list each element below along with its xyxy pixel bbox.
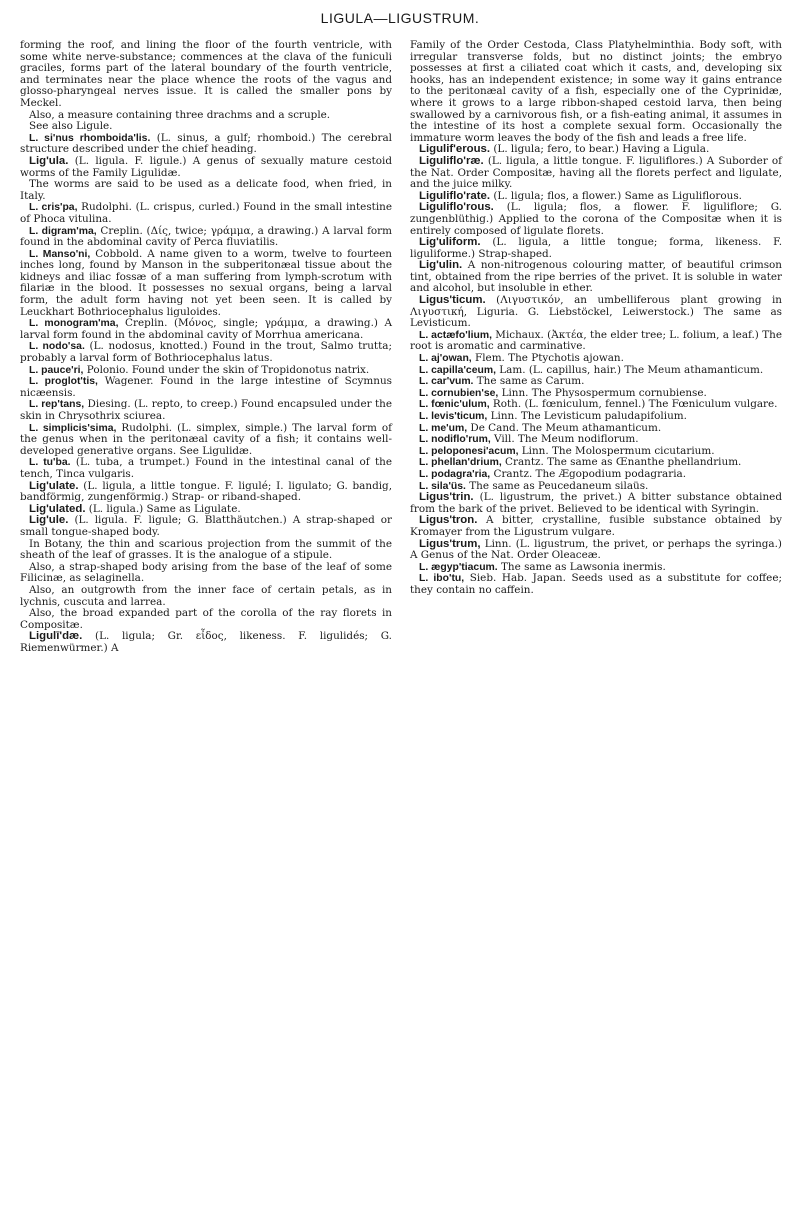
headword: L. fœnic'ulum, [419,399,490,411]
headword: L. capilla'ceum, [419,364,496,376]
entry-text: Diesing. (L. repto, to creep.) Found encapsuled under the skin in Chrysothrix sciurea. [20,398,392,422]
entry-text: Linn. (L. ligustrum, the privet, or perhaps the syringa.) A Genus of the Nat. Order Oleaceæ. [410,537,782,562]
headword: Lig'ulated. [29,502,86,515]
entry [20,341,392,364]
entry-text: De Cand. The Meum athamanticum. [467,421,662,434]
entry-text: Wagener. Found in the large intestine of Scymnus nicæensis. [20,375,392,399]
headword: L. aj'owan, [419,353,472,365]
entry [20,40,392,110]
entry-text: Rudolphi. (L. simplex, simple.) The larval form of the genus when in the peritonæal cavity of a fish; it contains well-developed generative organs. See Ligulidæ. [20,421,392,457]
entry-text: Rudolphi. (L. crispus, curled.) Found in the small intestine of Phoca vitulina. [20,201,392,225]
headword: Lig'ulin. [419,259,463,272]
entry [20,608,392,631]
entry-text: Crantz. The same as Œnanthe phellandrium. [501,456,742,469]
entry [20,399,392,422]
entry-text: (L. ligula.) Same as Ligulate. [85,502,241,515]
headword: Liguliflo'rate. [419,189,491,202]
entry [20,179,392,202]
entry [410,260,782,295]
headword: L. simplicis'sima, [29,422,117,434]
headword: Ligus'trin. [419,491,474,504]
headword: Ligus'tron. [419,514,478,527]
entry [20,457,392,480]
entry-text: Also, a measure containing three drachms and a scruple. [29,108,331,121]
entry-text: (L. tuba, a trumpet.) Found in the intestinal canal of the tench, Tinca vulgaris. [20,456,392,480]
entry-text: Roth. (L. fœniculum, fennel.) The Fœniculum vulgare. [489,398,778,411]
entry-text: Polonio. Found under the skin of Tropidonotus natrix. [83,363,370,376]
entry-text: forming the roof, and lining the floor of the fourth ventricle, with some white nerve-substance; commences at the clava of the funiculi graciles, forms part of the lateral boundary of the fourth ventricle, and terminates near the place whence the roots of the vagus and glosso-pharyngeal nerves issue. It is called the smaller pons by Meckel. [20,39,392,109]
headword: Lig'uliform. [419,236,481,249]
entry-text: (L. ligula; flos, a flower. F. liguliflore; G. zungenblüthig.) Applied to the corona of the Compositæ when it is entirely composed of ligulate florets. [410,201,782,237]
entry-text: (L. ligula; flos, a flower.) Same as Liguliflorous. [490,189,742,202]
entry [20,133,392,156]
entry-text: Family of the Order Cestoda, Class Platyhelminthia. Body soft, with irregular transverse folds, but no distinct joints; the embryo possesses at first a ciliated coat which it casts, and, developing six hooks, has an independent existence; in some way it gains entrance to the peritonæal cavity of a fish, especially one of the Cyprinidæ, where it grows to a large ribbon-shaped cestoid larva, then being swallowed by a carnivorous fish, or a fish-eating animal, it assumes in the intestine of its host a complete sexual form. Occasionally the immature worm leaves the body of the fish and leads a free life. [410,39,782,144]
headword: L. sila'üs. [419,480,466,492]
entry [20,249,392,319]
headword: L. pauce'ri, [29,364,84,376]
entry-text: Michaux. (Ἀκτέα, the elder tree; L. folium, a leaf.) The root is aromatic and carminative. [410,328,782,353]
headword: Liguliflo'rous. [419,201,494,214]
entry-text: (L. ligula. F. ligule; G. Blatthäutchen.) A strap-shaped or small tongue-shaped body. [20,514,392,538]
entry-text: (L. ligula, a little tongue. F. ligulé; I. ligulato; G. bandig, bandförmig, zungenförmig.) Strap- or riband-shaped. [20,479,392,504]
entry-text: (L. ligula; fero, to bear.) Having a Ligula. [490,143,710,156]
entry-text: The same as Carum. [473,375,585,388]
entry [410,40,782,144]
headword: L. phellan'drium, [419,457,502,469]
entry [20,585,392,608]
headword: L. proglot'tis, [29,376,98,388]
headword: L. ibo'tu, [419,573,465,585]
headword: L. ægyp'tiacum. [419,561,498,573]
headword: L. Manso'ni, [29,248,91,260]
headword: L. cornubien'se, [419,387,499,399]
entry [20,423,392,458]
headword: L. cris'pa, [29,202,78,214]
entry-text: See also Ligule. [29,120,113,133]
entry-text: The worms are said to be used as a delicate food, when fried, in Italy. [20,178,392,202]
headword: L. peloponesi'acum, [419,445,519,457]
headword: L. levis'ticum, [419,411,488,422]
right-column [410,40,782,597]
entry-text: A non-nitrogenous colouring matter, of beautiful crimson tint, obtained from the ripe berries of the privet. It is soluble in water and alcohol, but insoluble in ether. [410,259,782,295]
entry [410,237,782,260]
headword: Ligus'ticum. [419,294,486,307]
entry [410,202,782,237]
entry [20,481,392,504]
headword: L. nodo'sa. [29,341,85,353]
headword: L. car'vum. [419,376,474,388]
headword: Ligulif'erous. [419,143,491,156]
entry-text: Crantz. The Ægopodium podagraria. [490,467,687,480]
entry [20,318,392,341]
entry-text: (L. ligula, a little tongue; forma, likeness. F. liguliforme.) Strap-shaped. [410,236,782,260]
headword: Ligus'trum, [419,537,481,550]
entry [410,295,782,330]
entry [20,226,392,249]
entry [410,330,782,353]
entry-text: Linn. The Levisticum paludapifolium. [487,410,687,422]
running-head: LIGULA—LIGUSTRUM. [320,10,480,26]
entry-text: (L. ligula, a little tongue. F. liguliflores.) A Suborder of the Nat. Order Compositæ, having all the florets perfect and ligulate, and the juice milky. [410,154,782,191]
entry [20,202,392,225]
headword: L. actæfo'lium, [419,329,492,341]
entry-text: Also, an outgrowth from the inner face of certain petals, as in lychnis, cuscuta and larrea. [20,583,392,608]
entry-text: The same as Peucedaneum silaüs. [465,479,649,492]
entry [410,573,782,596]
entry [20,631,392,654]
entry [410,156,782,191]
left-column [20,40,392,654]
entry-text: (L. nodosus, knotted.) Found in the trout, Salmo trutta; probably a larval form of Bothriocephalus latus. [20,340,392,365]
headword: L. monogram'ma, [29,318,119,330]
headword: L. digram'ma, [29,225,97,237]
entry-text: Linn. The Physospermum cornubiense. [498,386,707,399]
headword: Lig'ulate. [29,479,79,492]
entry-text: (L. ligula; Gr. εἶδος, likeness. F. ligulidés; G. Riemenwürmer.) A [20,630,392,654]
entry-text: A bitter, crystalline, fusible substance obtained by Kromayer from the Ligustrum vulgare. [410,514,782,538]
entry-text: Creplin. (Δίς, twice; γράμμα, a drawing.) A larval form found in the abdominal cavity of Perca fluviatilis. [20,224,392,249]
entry [410,492,782,515]
entry-text: Also, the broad expanded part of the corolla of the ray florets in Compositæ. [20,607,392,631]
entry-text: Sieb. Hab. Japan. Seeds used as a substitute for coffee; they contain no caffein. [410,572,782,596]
entry [20,539,392,562]
headword: Lig'ule. [29,514,69,527]
entry-text: (L. sinus, a gulf; rhomboid.) The cerebral structure described under the chief heading. [20,131,392,156]
headword: L. tu'ba. [29,457,71,469]
entry-text: Flem. The Ptychotis ajowan. [471,352,624,365]
entry [20,376,392,399]
headword: Lig'ula. [29,154,69,167]
headword: L. rep'tans, [29,399,85,411]
headword: L. podagra'ria, [419,468,491,480]
entry-text: (L. ligustrum, the privet.) A bitter substance obtained from the bark of the privet. Believed to be identical with Syringin. [410,491,782,515]
entry [20,562,392,585]
entry [410,515,782,538]
entry-text: Lam. (L. capillus, hair.) The Meum athamanticum. [495,363,764,376]
entry-text: Cobbold. A name given to a worm, twelve to fourteen inches long, found by Manson in the subperitonæal tissue about the kidneys and iliac fossæ of a man suffering from lymph-scrotum with filariæ in the blood. It possesses no sexual organs, being a larval form, the adult form having not yet been seen. It is called by Leuckhart Bothriocephalus liguloides. [20,247,392,318]
headword: L. me'um, [419,422,468,434]
entry-text: In Botany, the thin and scarious projection from the summit of the sheath of the leaf of grasses. It is the analogue of a stipule. [20,537,392,562]
headword: L. nodiflo'rum, [419,434,491,446]
entry-text: (Λιγυστικόν, an umbelliferous plant growing in Λιγυστική, Liguria. G. Liebstöckel, Leiwerstock.) The same as Levisticum. [410,294,782,330]
entry-text: The same as Lawsonia inermis. [497,560,666,573]
entry [20,515,392,538]
entry-text: Creplin. (Μόνος, single; γράμμα, a drawing.) A larval form found in the abdominal cavity of Morrhua americana. [20,317,392,341]
headword: L. si'nus rhomboida'lis. [29,132,151,144]
headword: Liguliflo'ræ. [419,154,484,167]
entry-text: Also, a strap-shaped body arising from the base of the leaf of some Filicinæ, as selaginella. [20,560,392,585]
entry-text: Vill. The Meum nodiflorum. [490,433,639,446]
headword: Ligulī'dæ. [29,630,83,643]
entry [410,539,782,562]
entry [20,156,392,179]
entry-text: Linn. The Molospermum cicutarium. [518,444,715,457]
entry [410,365,782,377]
entry-text: (L. ligula. F. ligule.) A genus of sexually mature cestoid worms of the Family Ligulidæ. [20,154,392,179]
